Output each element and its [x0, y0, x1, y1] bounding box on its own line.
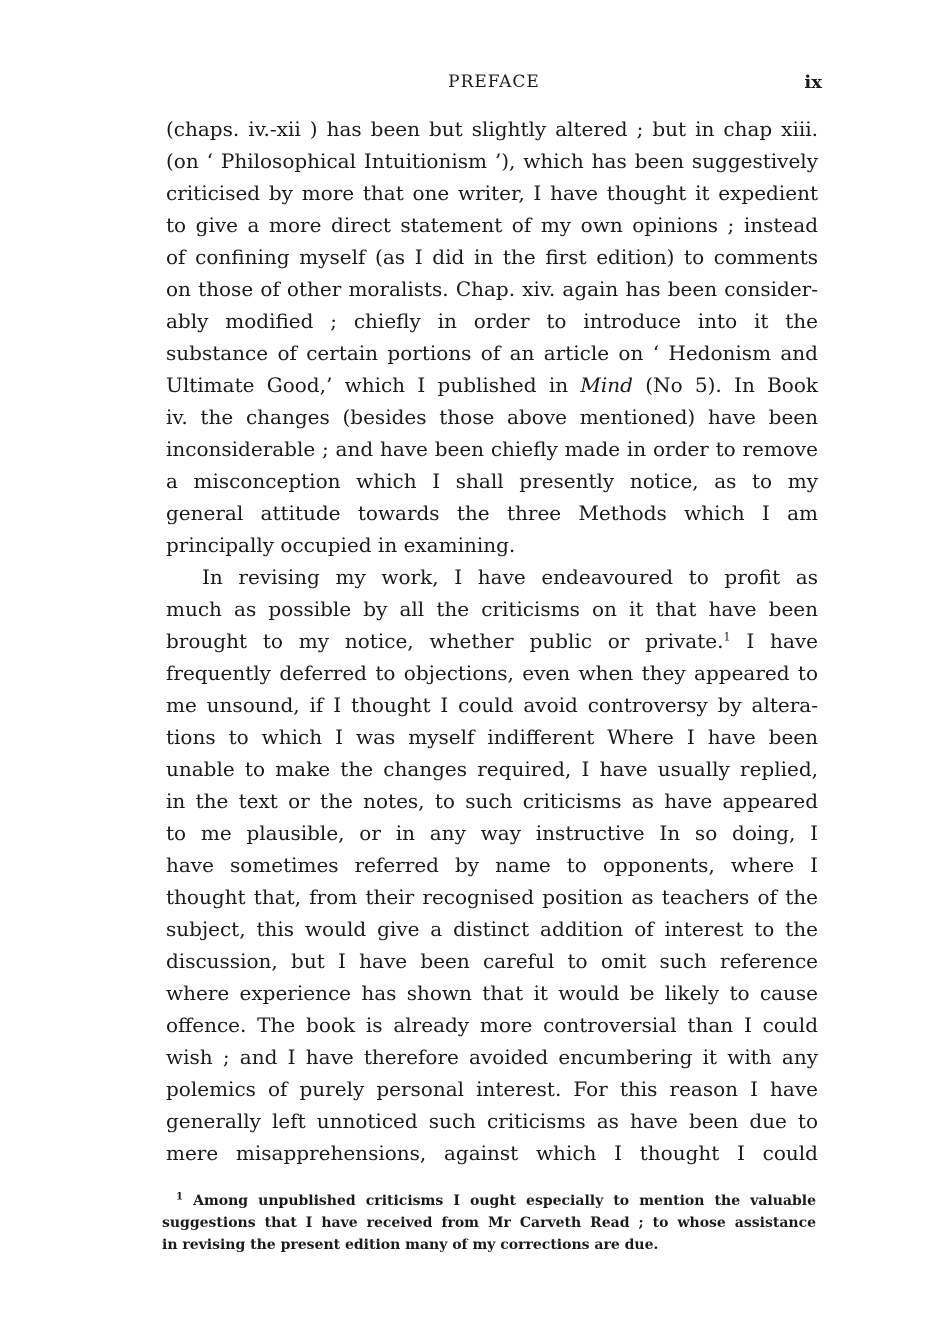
text-line: ably modified ; chiefly in order to introduce into it the [166, 309, 818, 333]
text-line: on those of other moralists. Chap. xiv. again has been consider- [166, 277, 818, 301]
footnote-line: suggestions that I have received from Mr Carveth Read ; to whose assistance [162, 1215, 816, 1231]
footnote [162, 1190, 816, 1256]
text-line: unable to make the changes required, I have usually replied, [166, 757, 818, 781]
running-head: PREFACE [448, 72, 540, 92]
text-line: of confining myself (as I did in the first edition) to comments [166, 245, 818, 269]
text-line: (on ‘ Philosophical Intuitionism ’), which has been suggestively [166, 149, 818, 173]
text-line: criticised by more that one writer, I have thought it expedient [166, 181, 818, 205]
page-header [166, 72, 822, 100]
text-line: principally occupied in examining. [166, 533, 516, 557]
text-segment: brought to my notice, whether public or private. [166, 629, 724, 653]
text-line: tions to which I was myself indifferent Where I have been [166, 725, 818, 749]
journal-title: Mind [580, 373, 633, 397]
text-line-with-italic [166, 369, 818, 401]
text-line: me unsound, if I thought I could avoid controversy by altera- [166, 693, 818, 717]
body-text [166, 113, 818, 1169]
text-segment: Among unpublished criticisms I ought especially to mention the valuable [182, 1193, 816, 1209]
text-segment: (No 5). In Book [632, 373, 819, 397]
text-line: much as possible by all the criticisms on it that have been [166, 597, 818, 621]
text-line: wish ; and I have therefore avoided encumbering it with any [166, 1045, 818, 1069]
page-number: ix [804, 72, 822, 93]
text-line: substance of certain portions of an article on ‘ Hedonism and [166, 341, 818, 365]
text-line: general attitude towards the three Methods which I am [166, 501, 818, 525]
text-line: frequently deferred to objections, even when they appeared to [166, 661, 818, 685]
text-line: iv. the changes (besides those above mentioned) have been [166, 405, 818, 429]
text-line: where experience has shown that it would be likely to cause [166, 981, 818, 1005]
text-line: to give a more direct statement of my own opinions ; instead [166, 213, 818, 237]
text-line: offence. The book is already more controversial than I could [166, 1013, 818, 1037]
footnote-marker: 1 [176, 1191, 183, 1203]
text-line: inconsiderable ; and have been chiefly made in order to remove [166, 437, 818, 461]
text-line: have sometimes referred by name to opponents, where I [166, 853, 818, 877]
text-line: (chaps. iv.-xii ) has been but slightly altered ; but in chap xiii. [166, 117, 818, 141]
paragraph-start-line: In revising my work, I have endeavoured to profit as [202, 565, 818, 589]
text-segment: I have [730, 629, 818, 653]
text-line: generally left unnoticed such criticisms as have been due to [166, 1109, 818, 1133]
text-line: discussion, but I have been careful to omit such reference [166, 949, 818, 973]
text-line: mere misapprehensions, against which I thought I could [166, 1141, 818, 1165]
footnote-line: in revising the present edition many of my corrections are due. [162, 1237, 659, 1253]
text-line: a misconception which I shall presently notice, as to my [166, 469, 818, 493]
text-line: in the text or the notes, to such criticisms as have appeared [166, 789, 818, 813]
text-line: polemics of purely personal interest. For this reason I have [166, 1077, 818, 1101]
text-line: subject, this would give a distinct addition of interest to the [166, 917, 818, 941]
footnote-reference: 1 [723, 630, 731, 644]
text-line-with-footnote-ref [166, 625, 818, 657]
text-line: to me plausible, or in any way instructive In so doing, I [166, 821, 818, 845]
footnote-line [162, 1190, 816, 1212]
text-line: thought that, from their recognised position as teachers of the [166, 885, 818, 909]
text-segment: Ultimate Good,’ which I published in [166, 373, 581, 397]
